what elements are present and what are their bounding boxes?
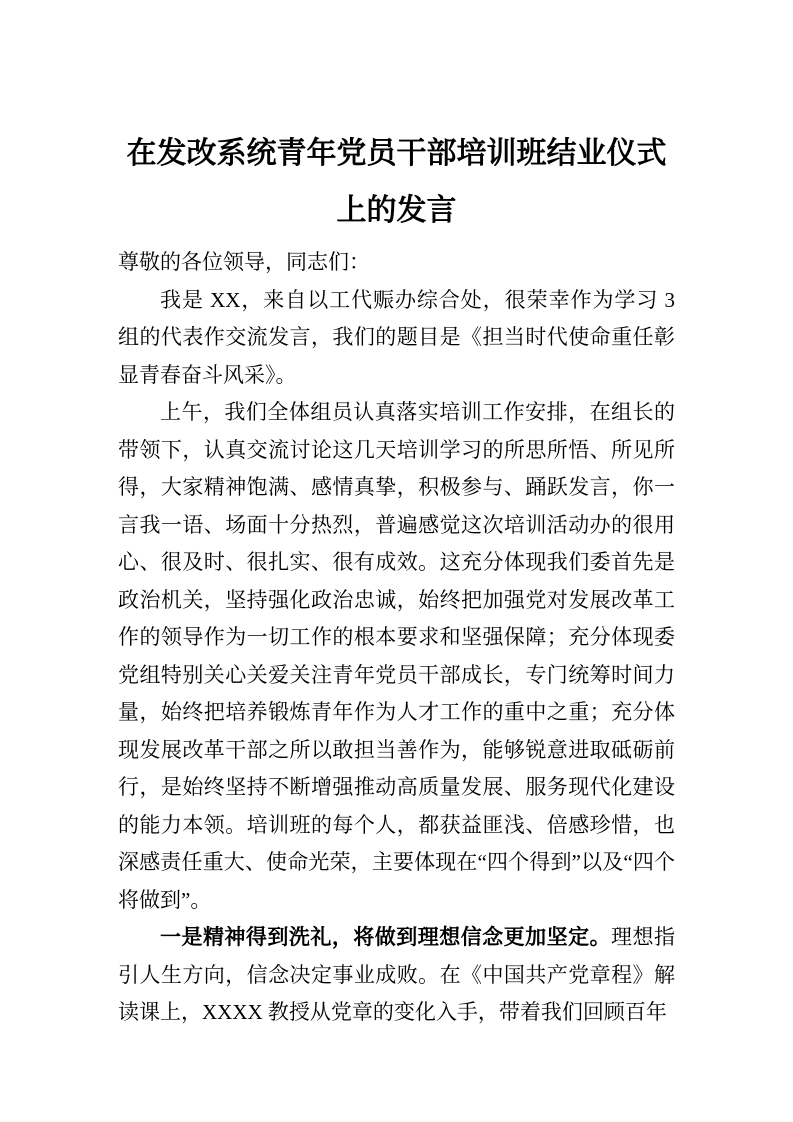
- document-title-line-1: 在发改系统青年党员干部培训班结业仪式: [126, 136, 667, 171]
- document-body: [118, 244, 675, 1032]
- document-title-line-2: 上的发言: [336, 193, 457, 228]
- paragraph-point-one: [118, 919, 675, 1032]
- document-title: [118, 125, 675, 239]
- paragraph-point-one-lead: 一是精神得到洗礼，将做到理想信念更加坚定。: [160, 925, 612, 949]
- salutation: 尊敬的各位领导，同志们：: [118, 250, 370, 274]
- paragraph-training-summary: 上午，我们全体组员认真落实培训工作安排，在组长的带领下，认真交流讨论这几天培训学习的所思所悟、所见所得，大家精神饱满、感情真挚，积极参与、踊跃发言，你一言我一语、场面十分热烈，普遍感觉这次培训活动办的很用心、很及时、很扎实、很有成效。这充分体现我们委首先是政治机关，坚持强化政治忠诚，始终把加强党对发展改革工作的领导作为一切工作的根本要求和坚强保障；充分体现委党组特别关心关爱关注青年党员干部成长，专门统筹时间力量，始终把培养锻炼青年作为人才工作的重中之重；充分体现发展改革干部之所以敢担当善作为，能够锐意进取砥砺前行，是始终坚持不断增强推动高质量发展、服务现代化建设的能力本领。培训班的每个人，都获益匪浅、倍感珍惜，也深感责任重大、使命光荣，主要体现在“四个得到”以及“四个将做到”。: [118, 400, 675, 912]
- paragraph-intro: 我是 XX，来自以工代赈办综合处，很荣幸作为学习 3 组的代表作交流发言，我们的题目是《担当时代使命重任彰显青春奋斗风采》。: [118, 287, 675, 387]
- paragraph-point-one-text: 理想指引人生方向，信念决定事业成败。在《中国共产党章程》解读课上，XXXX 教授从党章的变化入手，带着我们回顾百年: [118, 925, 676, 1024]
